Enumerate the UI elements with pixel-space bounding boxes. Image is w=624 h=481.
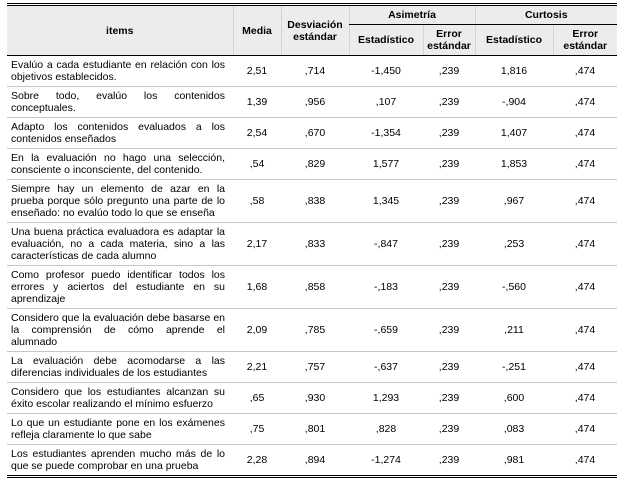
media-value: 2,54 [233, 118, 281, 149]
asimetria-estadistico-value: ,828 [349, 414, 423, 445]
desviacion-estandar-value: ,930 [281, 383, 349, 414]
curtosis-estadistico-value: ,600 [475, 383, 553, 414]
item-text: La evaluación debe acomodarse a las diferencias individuales de los estudiantes [7, 352, 233, 383]
col-header-media: Media [233, 5, 281, 56]
curtosis-estadistico-value: -,560 [475, 266, 553, 309]
item-text: Adapto los contenidos evaluados a los contenidos enseñados [7, 118, 233, 149]
curtosis-error-estandar-value: ,474 [574, 65, 596, 77]
curtosis-estadistico-value: -,251 [475, 352, 553, 383]
table-row [7, 445, 617, 477]
curtosis-estadistico-value: -,904 [475, 87, 553, 118]
desviacion-estandar-value: ,670 [281, 118, 349, 149]
subcol-asimetria-error-estandar: Error estándar [423, 25, 475, 56]
asimetria-error-estandar-value: ,239 [423, 266, 475, 309]
subcol-asimetria-estadistico: Estadístico [349, 25, 423, 56]
media-value: ,58 [233, 180, 281, 223]
curtosis-estadistico-value: 1,407 [475, 118, 553, 149]
media-value: 2,09 [233, 309, 281, 352]
media-value: 2,28 [233, 445, 281, 477]
curtosis-error-estandar-value: ,474 [553, 118, 617, 149]
curtosis-error-estandar-value: ,474 [553, 309, 617, 352]
item-text: Los estudiantes aprenden mucho más de lo que se puede comprobar en una prueba [7, 445, 233, 477]
asimetria-estadistico-value: 1,345 [349, 180, 423, 223]
table-row [7, 118, 617, 149]
asimetria-estadistico-value: 1,293 [349, 383, 423, 414]
asimetria-error-estandar-value: ,239 [423, 87, 475, 118]
media-value: ,65 [233, 383, 281, 414]
media-value: 2,17 [233, 223, 281, 266]
subcol-curtosis-estadistico: Estadístico [475, 25, 553, 56]
col-header-items: items [7, 5, 233, 56]
asimetria-error-estandar-value: ,239 [423, 445, 475, 477]
item-text: Como profesor puedo identificar todos los errores y aciertos del estudiante en su aprendizaje [7, 266, 233, 309]
table-row [7, 383, 617, 414]
asimetria-error-estandar-value: ,239 [423, 149, 475, 180]
desviacion-estandar-value: ,829 [281, 149, 349, 180]
col-group-curtosis: Curtosis [475, 5, 617, 25]
desviacion-estandar-value: ,801 [281, 414, 349, 445]
media-value: ,54 [233, 149, 281, 180]
table-body [7, 56, 617, 477]
desviacion-estandar-value: ,833 [281, 223, 349, 266]
asimetria-error-estandar-value: ,239 [423, 383, 475, 414]
statistics-table [7, 3, 617, 478]
col-group-asimetria: Asimetría [349, 5, 475, 25]
curtosis-estadistico-value: ,981 [475, 445, 553, 477]
subcol-curtosis-error-estandar: Error estándar [553, 25, 617, 56]
desviacion-estandar-value: ,714 [304, 65, 326, 77]
desviacion-estandar-value: ,956 [281, 87, 349, 118]
asimetria-estadistico-value: ,107 [349, 87, 423, 118]
curtosis-error-estandar-value: ,474 [553, 414, 617, 445]
asimetria-error-estandar-value: ,239 [438, 65, 460, 77]
curtosis-estadistico-value: ,211 [475, 309, 553, 352]
curtosis-estadistico-value: ,253 [475, 223, 553, 266]
asimetria-estadistico-value: -1,450 [371, 65, 401, 77]
table-row [7, 87, 617, 118]
desviacion-estandar-value: ,757 [281, 352, 349, 383]
desviacion-estandar-value: ,838 [281, 180, 349, 223]
item-text: Evalúo a cada estudiante en relación con los objetivos establecidos. [11, 59, 225, 83]
curtosis-estadistico-value: ,083 [475, 414, 553, 445]
curtosis-error-estandar-value: ,474 [553, 149, 617, 180]
item-text: Considero que la evaluación debe basarse en la comprensión de cómo aprende el alumnado [7, 309, 233, 352]
item-text: Siempre hay un elemento de azar en la prueba porque sólo pregunto una parte de lo enseñado: no evalúo todo lo que se enseña [7, 180, 233, 223]
asimetria-error-estandar-value: ,239 [423, 414, 475, 445]
item-text: Considero que los estudiantes alcanzan su éxito escolar realizando el mínimo esfuerzo [7, 383, 233, 414]
media-value: 2,51 [246, 65, 268, 77]
asimetria-estadistico-value: 1,577 [349, 149, 423, 180]
table-row [7, 352, 617, 383]
item-text: Sobre todo, evalúo los contenidos conceptuales. [7, 87, 233, 118]
desviacion-estandar-value: ,858 [281, 266, 349, 309]
asimetria-estadistico-value: -,659 [349, 309, 423, 352]
curtosis-estadistico-value: 1,816 [500, 65, 528, 77]
table-row [7, 180, 617, 223]
curtosis-error-estandar-value: ,474 [553, 223, 617, 266]
media-value: 2,21 [233, 352, 281, 383]
table-row [7, 309, 617, 352]
asimetria-error-estandar-value: ,239 [423, 352, 475, 383]
desviacion-estandar-value: ,785 [281, 309, 349, 352]
asimetria-error-estandar-value: ,239 [423, 223, 475, 266]
table-row [7, 223, 617, 266]
asimetria-estadistico-value: -1,354 [349, 118, 423, 149]
curtosis-estadistico-value: ,967 [475, 180, 553, 223]
item-text: En la evaluación no hago una selección, consciente o inconsciente, del contenido. [7, 149, 233, 180]
table-row [7, 266, 617, 309]
media-value: 1,68 [233, 266, 281, 309]
asimetria-estadistico-value: -1,274 [349, 445, 423, 477]
table-row [7, 414, 617, 445]
curtosis-error-estandar-value: ,474 [553, 383, 617, 414]
media-value: ,75 [233, 414, 281, 445]
table-header [7, 5, 617, 56]
item-text: Lo que un estudiante pone en los exámenes refleja claramente lo que sabe [7, 414, 233, 445]
asimetria-error-estandar-value: ,239 [423, 309, 475, 352]
curtosis-error-estandar-value: ,474 [553, 87, 617, 118]
asimetria-estadistico-value: -,183 [349, 266, 423, 309]
curtosis-error-estandar-value: ,474 [553, 445, 617, 477]
asimetria-estadistico-value: -,637 [349, 352, 423, 383]
table-row [7, 149, 617, 180]
curtosis-estadistico-value: 1,853 [475, 149, 553, 180]
media-value: 1,39 [233, 87, 281, 118]
item-text: Una buena práctica evaluadora es adaptar la evaluación, no a cada materia, sino a las características de cada alumno [7, 223, 233, 266]
table-row [7, 56, 617, 87]
curtosis-error-estandar-value: ,474 [553, 352, 617, 383]
curtosis-error-estandar-value: ,474 [553, 180, 617, 223]
desviacion-estandar-value: ,894 [281, 445, 349, 477]
asimetria-error-estandar-value: ,239 [423, 118, 475, 149]
asimetria-estadistico-value: -,847 [349, 223, 423, 266]
asimetria-error-estandar-value: ,239 [423, 180, 475, 223]
curtosis-error-estandar-value: ,474 [553, 266, 617, 309]
col-header-desviacion-estandar: Desviación estándar [281, 5, 349, 56]
